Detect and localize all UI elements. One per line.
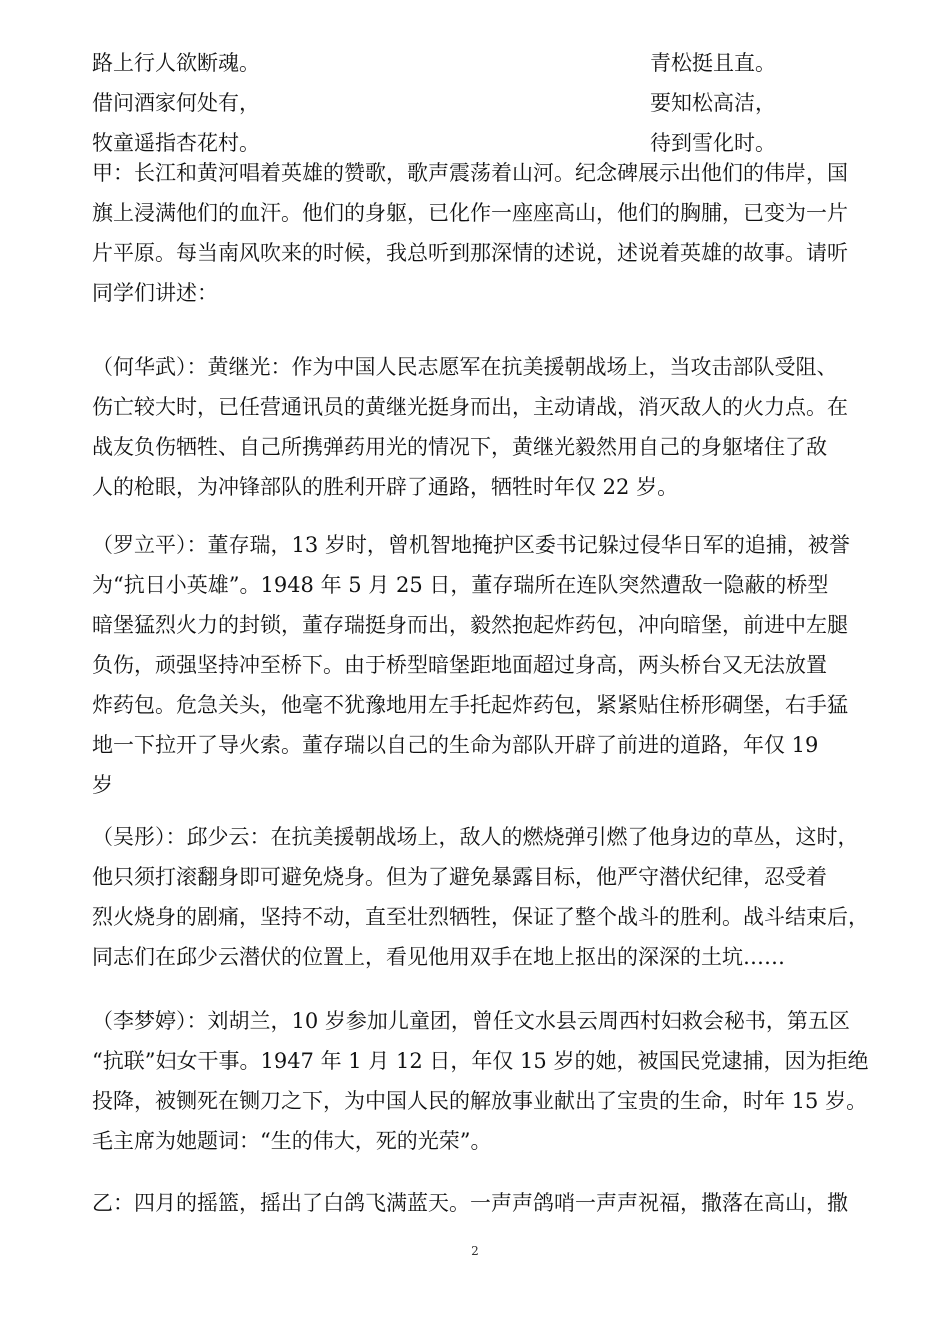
- poem-right-line: 要知松高洁，: [650, 91, 776, 115]
- poem-left-line: 牧童遥指杏花村。: [92, 131, 260, 155]
- poem-left-line: 路上行人欲断魂。: [92, 51, 260, 75]
- page-number: 2: [471, 1244, 479, 1258]
- huang-line: 战友负伤牺牲、自己所携弹药用光的情况下，黄继光毅然用自己的身躯堵住了敌: [92, 435, 827, 459]
- poem-right-line: 青松挺且直。: [650, 51, 776, 75]
- intro-line: 甲：长江和黄河唱着英雄的赞歌，歌声震荡着山河。纪念碑展示出他们的伟岸，国: [92, 161, 848, 185]
- dong-line: 地一下拉开了导火索。董存瑞以自己的生命为部队开辟了前进的道路，年仅 19: [92, 733, 819, 757]
- poem-left-line: 借问酒家何处有，: [92, 91, 260, 115]
- qiu-line: 烈火烧身的剧痛，坚持不动，直至壮烈牺牲，保证了整个战斗的胜利。战斗结束后，: [92, 905, 869, 929]
- dong-line: 岁: [92, 773, 113, 797]
- qiu-line: （吴彤）：邱少云：在抗美援朝战场上，敌人的燃烧弹引燃了他身边的草丛，这时，: [92, 825, 859, 849]
- huang-line: （何华武）：黄继光：作为中国人民志愿军在抗美援朝战场上，当攻击部队受阻、: [92, 355, 838, 379]
- dong-line: （罗立平）：董存瑞，13 岁时，曾机智地掩护区委书记躲过侵华日军的追捕，被誉: [92, 533, 850, 557]
- huang-line: 伤亡较大时，已任营通讯员的黄继光挺身而出，主动请战，消灭敌人的火力点。在: [92, 395, 848, 419]
- outro-line: 乙：四月的摇篮，摇出了白鸽飞满蓝天。一声声鸽哨一声声祝福，撒落在高山，撒: [92, 1191, 848, 1215]
- intro-line: 片平原。每当南风吹来的时候，我总听到那深情的述说，述说着英雄的故事。请听: [92, 241, 848, 265]
- dong-line: 负伤，顽强坚持冲至桥下。由于桥型暗堡距地面超过身高，两头桥台又无法放置: [92, 653, 827, 677]
- liu-line: “抗联”妇女干事。1947 年 1 月 12 日，年仅 15 岁的她，被国民党逮捕，因为拒绝: [92, 1049, 869, 1073]
- dong-line: 暗堡猛烈火力的封锁，董存瑞挺身而出，毅然抱起炸药包，冲向暗堡，前进中左腿: [92, 613, 848, 637]
- qiu-line: 同志们在邱少云潜伏的位置上，看见他用双手在地上抠出的深深的土坑……: [92, 945, 785, 969]
- poem-right-line: 待到雪化时。: [650, 131, 776, 155]
- dong-line: 炸药包。危急关头，他毫不犹豫地用左手托起炸药包，紧紧贴住桥形碉堡，右手猛: [92, 693, 848, 717]
- liu-line: 毛主席为她题词：“生的伟大，死的光荣”。: [92, 1129, 492, 1153]
- intro-line: 同学们讲述：: [92, 281, 218, 305]
- intro-line: 旗上浸满他们的血汗。他们的身躯，已化作一座座高山，他们的胸脯，已变为一片: [92, 201, 848, 225]
- liu-line: 投降，被铡死在铡刀之下，为中国人民的解放事业献出了宝贵的生命，时年 15 岁。: [92, 1089, 868, 1113]
- qiu-line: 他只须打滚翻身即可避免烧身。但为了避免暴露目标，他严守潜伏纪律，忍受着: [92, 865, 827, 889]
- liu-line: （李梦婷）：刘胡兰，10 岁参加儿童团，曾任文水县云周西村妇救会秘书，第五区: [92, 1009, 850, 1033]
- dong-line: 为“抗日小英雄”。1948 年 5 月 25 日，董存瑞所在连队突然遭敌一隐蔽的桥型: [92, 573, 829, 597]
- huang-line: 人的枪眼，为冲锋部队的胜利开辟了通路，牺牲时年仅 22 岁。: [92, 475, 679, 499]
